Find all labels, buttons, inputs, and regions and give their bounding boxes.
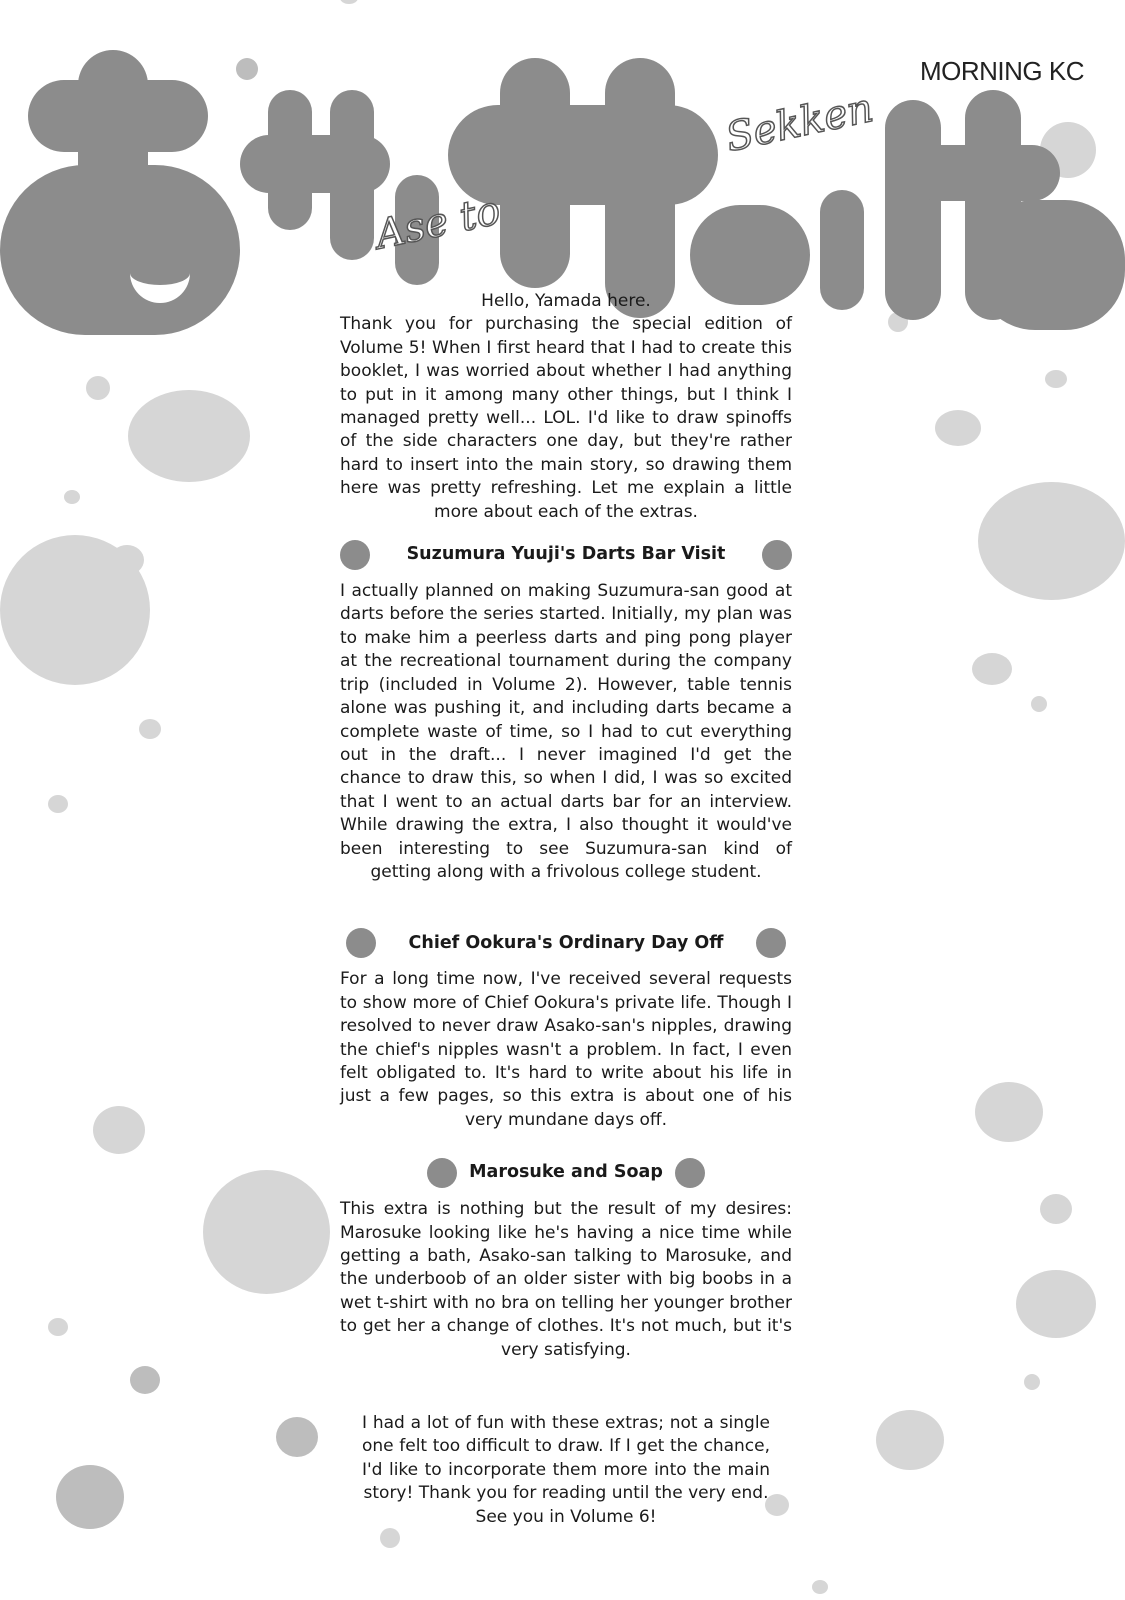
dot-decoration bbox=[86, 376, 110, 400]
dot-decoration bbox=[972, 653, 1012, 685]
section-body: I actually planned on making Suzumura-san good at darts before the series started. Initially, my plan was to make him a peerless darts and ping pong player at the recreational tournament during the company trip (included in Volume 2). However, table tennis alone was pushing it, and including darts became a complete waste of time, so I had to cut everything out in the draft... I never imagined I'd get the chance to draw this, so when I did, I was so excited that I went to an actual darts bar for an interview. While drawing the extra, I also thought it would've been interesting to see Suzumura-san kind of getting along with a frivolous college student. bbox=[340, 581, 792, 882]
dot-decoration bbox=[1040, 1194, 1072, 1224]
dot-decoration bbox=[203, 1170, 330, 1294]
section-heading bbox=[340, 928, 792, 958]
section-heading bbox=[340, 1158, 792, 1188]
dot-bullet-icon bbox=[340, 540, 370, 570]
title-logo bbox=[0, 50, 1125, 330]
afterword-content bbox=[340, 290, 792, 1529]
intro-body: Thank you for purchasing the special edition of Volume 5! When I first heard that I had to create this booklet, I was worried about whether I had anything to put in it among many other things, but I think I managed pretty well... LOL. I'd like to draw spinoffs of the side characters one day, but they're rather hard to insert into the main story, so drawing them here was pretty refreshing. Let me explain a little more about each of the extras. bbox=[340, 314, 792, 522]
logo-glyph-se bbox=[330, 90, 374, 260]
title-romaji-aseto: Ase to bbox=[371, 187, 505, 259]
logo-glyph-ke bbox=[885, 100, 941, 320]
closing-signoff: See you in Volume 6! bbox=[475, 1506, 657, 1527]
dot-decoration bbox=[48, 1318, 68, 1336]
closing-body: I had a lot of fun with these extras; not a single one felt too difficult to draw. If I get the chance, I'd like to incorporate them more into the main story! Thank you for reading until the very end. bbox=[362, 1413, 770, 1504]
dot-decoration bbox=[130, 1366, 160, 1394]
dot-decoration bbox=[48, 795, 68, 813]
dot-decoration bbox=[340, 0, 358, 4]
section-title: Suzumura Yuuji's Darts Bar Visit bbox=[406, 544, 726, 565]
dot-decoration bbox=[110, 545, 144, 575]
publisher-label: MORNING KC bbox=[920, 56, 1084, 86]
logo-glyph-se bbox=[268, 90, 312, 230]
dot-decoration bbox=[1024, 1374, 1040, 1390]
dot-bullet-icon bbox=[675, 1158, 705, 1188]
section-title: Chief Ookura's Ordinary Day Off bbox=[408, 932, 724, 953]
dot-decoration bbox=[128, 390, 250, 482]
dot-decoration bbox=[56, 1465, 124, 1529]
intro-greeting: Hello, Yamada here. bbox=[481, 291, 651, 311]
dot-bullet-icon bbox=[427, 1158, 457, 1188]
dot-decoration bbox=[139, 719, 161, 739]
title-romaji-sekken: Sekken bbox=[721, 85, 878, 161]
closing-block bbox=[340, 1412, 792, 1529]
dot-decoration bbox=[380, 1528, 400, 1548]
section-body: For a long time now, I've received several requests to show more of Chief Ookura's private life. Though I resolved to never draw Asako-san's nipples, drawing the chief's nipples wasn't a problem. In fact, I even felt obligated to. It's hard to write about his life in just a few pages, so this extra is about one of his very mundane days off. bbox=[340, 969, 792, 1130]
dot-decoration bbox=[1031, 696, 1047, 712]
dot-decoration bbox=[978, 482, 1125, 600]
spacer bbox=[340, 1362, 792, 1412]
logo-glyph-n bbox=[975, 200, 1125, 330]
section-body: This extra is nothing but the result of my desires: Marosuke looking like he's having a nice time while getting a bath, Asako-san talking to Marosuke, and the underboob of an older sister with big boobs in a wet t-shirt with no bra on telling her younger brother to get her a change of clothes. It's not much, but it's very satisfying. bbox=[340, 1199, 792, 1360]
dot-decoration bbox=[935, 410, 981, 446]
logo-glyph-se-large bbox=[500, 58, 570, 288]
logo-glyph-a bbox=[0, 165, 240, 335]
dot-decoration bbox=[276, 1417, 318, 1457]
section-title: Marosuke and Soap bbox=[469, 1162, 663, 1183]
spacer bbox=[340, 884, 792, 914]
dot-decoration bbox=[93, 1106, 145, 1154]
dot-decoration bbox=[1045, 370, 1067, 388]
dot-bullet-icon bbox=[762, 540, 792, 570]
section-heading bbox=[340, 540, 792, 570]
dot-decoration bbox=[975, 1082, 1043, 1142]
dot-decoration bbox=[876, 1410, 944, 1470]
dot-decoration bbox=[812, 1580, 828, 1594]
dot-decoration bbox=[1016, 1270, 1096, 1338]
logo-glyph-i bbox=[820, 190, 864, 310]
dot-bullet-icon bbox=[346, 928, 376, 958]
logo-glyph-se-large bbox=[605, 58, 675, 318]
dot-bullet-icon bbox=[756, 928, 786, 958]
dot-decoration bbox=[64, 490, 80, 504]
